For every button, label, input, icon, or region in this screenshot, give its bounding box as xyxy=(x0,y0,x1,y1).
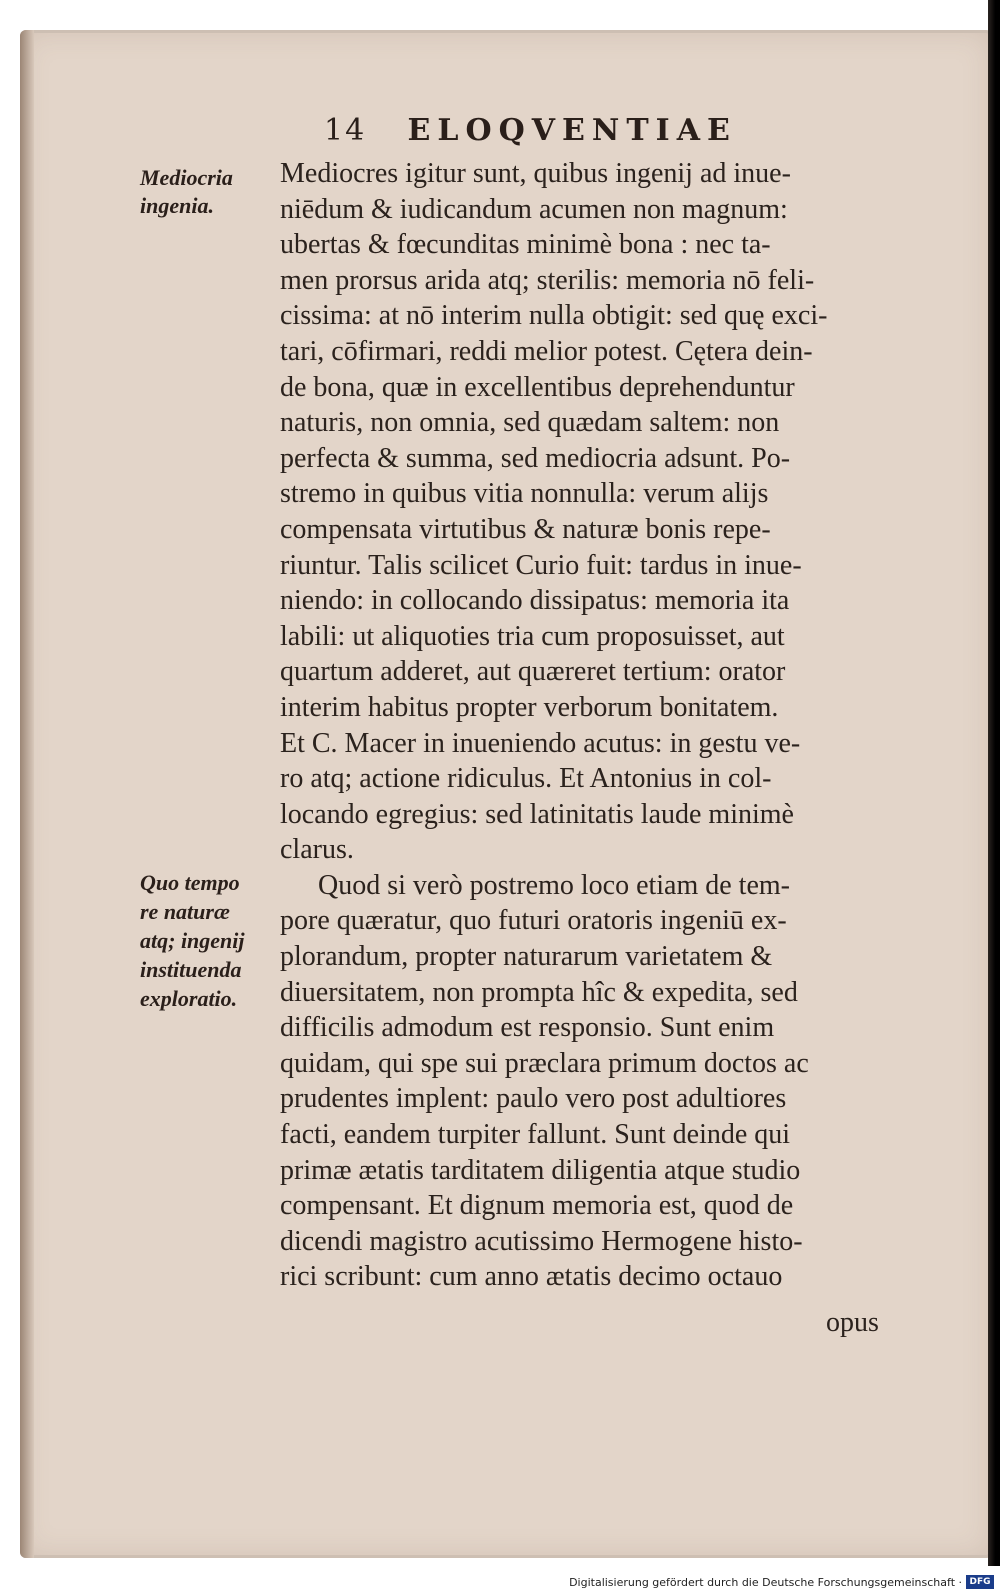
text-line: de bona, quæ in excellentibus deprehenduntur xyxy=(280,371,795,403)
text-line: interim habitus propter verborum bonitatem. xyxy=(280,691,779,723)
text-line: riuntur. Talis scilicet Curio fuit: tardus in inue- xyxy=(280,549,802,581)
running-title: ELOQVENTIAE xyxy=(407,113,737,148)
text-line: quidam, qui spe sui præclara primum doctos ac xyxy=(280,1047,809,1079)
text-line: stremo in quibus vitia nonnulla: verum alijs xyxy=(280,478,769,510)
margin-note-quo-tempore xyxy=(140,868,245,1013)
text-line: quartum adderet, aut quæreret tertium: orator xyxy=(280,656,786,688)
text-line: dicendi magistro acutissimo Hermogene histo- xyxy=(280,1225,803,1257)
text-line: rici scribunt: cum anno ætatis decimo octauo xyxy=(280,1261,783,1293)
margin-note-line: Mediocria xyxy=(140,165,233,190)
text-line: labili: ut aliquoties tria cum proposuisset, aut xyxy=(280,620,785,652)
margin-note-line: Quo tempo xyxy=(140,870,240,895)
text-line: prudentes implent: paulo vero post adultiores xyxy=(280,1083,787,1115)
text-line: diuersitatem, non prompta hîc & expedita, sed xyxy=(280,976,798,1008)
dfg-logo-icon: DFG xyxy=(966,1575,994,1589)
margin-note-line: exploratio. xyxy=(140,986,238,1011)
text-line: compensata virtutibus & naturæ bonis repe- xyxy=(280,513,771,545)
margin-note-mediocria xyxy=(140,164,233,220)
text-line: locando egregius: sed latinitatis laude minimè xyxy=(280,798,794,830)
catchword: opus xyxy=(826,1307,879,1338)
text-line: cissima: at nō interim nulla obtigit: sed quę exci- xyxy=(280,300,828,332)
text-line: difficilis admodum est responsio. Sunt enim xyxy=(280,1012,775,1044)
text-line: compensant. Et dignum memoria est, quod de xyxy=(280,1190,794,1222)
text-line: tari, cōfirmari, reddi melior potest. Cętera dein- xyxy=(280,335,813,367)
text-line: Quod si verò postremo loco etiam de tem- xyxy=(318,869,790,901)
text-line: ro atq; actione ridiculus. Et Antonius in col- xyxy=(280,763,772,795)
text-line: perfecta & summa, sed mediocria adsunt. Po- xyxy=(280,442,791,474)
text-line: Et C. Macer in inueniendo acutus: in gestu ve- xyxy=(280,727,801,759)
text-line: naturis, non omnia, sed quædam saltem: non xyxy=(280,407,780,439)
margin-note-line: re naturæ xyxy=(140,899,230,924)
text-line: primæ ætatis tarditatem diligentia atque studio xyxy=(280,1154,801,1186)
margin-note-line: ingenia. xyxy=(140,193,214,218)
footer-credit: Digitalisierung gefördert durch die Deutsche Forschungsgemeinschaft · xyxy=(569,1576,962,1589)
text-line: niendo: in collocando dissipatus: memoria ita xyxy=(280,585,790,617)
text-line: clarus. xyxy=(280,834,354,866)
text-line: plorandum, propter naturarum varietatem & xyxy=(280,941,773,973)
text-line: men prorsus arida atq; sterilis: memoria nō feli- xyxy=(280,264,815,296)
text-line: niēdum & iudicandum acumen non magnum: xyxy=(280,193,788,225)
page-number: 14 xyxy=(324,113,367,148)
margin-note-line: atq; ingenij xyxy=(140,928,245,953)
main-text-block xyxy=(280,156,930,1295)
text-line: pore quæratur, quo futuri oratoris ingeniū ex- xyxy=(280,905,787,937)
page-edge xyxy=(988,0,1000,1566)
margin-note-line: instituenda xyxy=(140,957,242,982)
text-line: facti, eandem turpiter fallunt. Sunt deinde qui xyxy=(280,1119,791,1151)
text-line: Mediocres igitur sunt, quibus ingenij ad inue- xyxy=(280,158,791,189)
running-head xyxy=(324,113,774,153)
text-line: ubertas & fœcunditas minimè bona : nec ta- xyxy=(280,229,771,261)
page-spine xyxy=(20,30,34,1558)
